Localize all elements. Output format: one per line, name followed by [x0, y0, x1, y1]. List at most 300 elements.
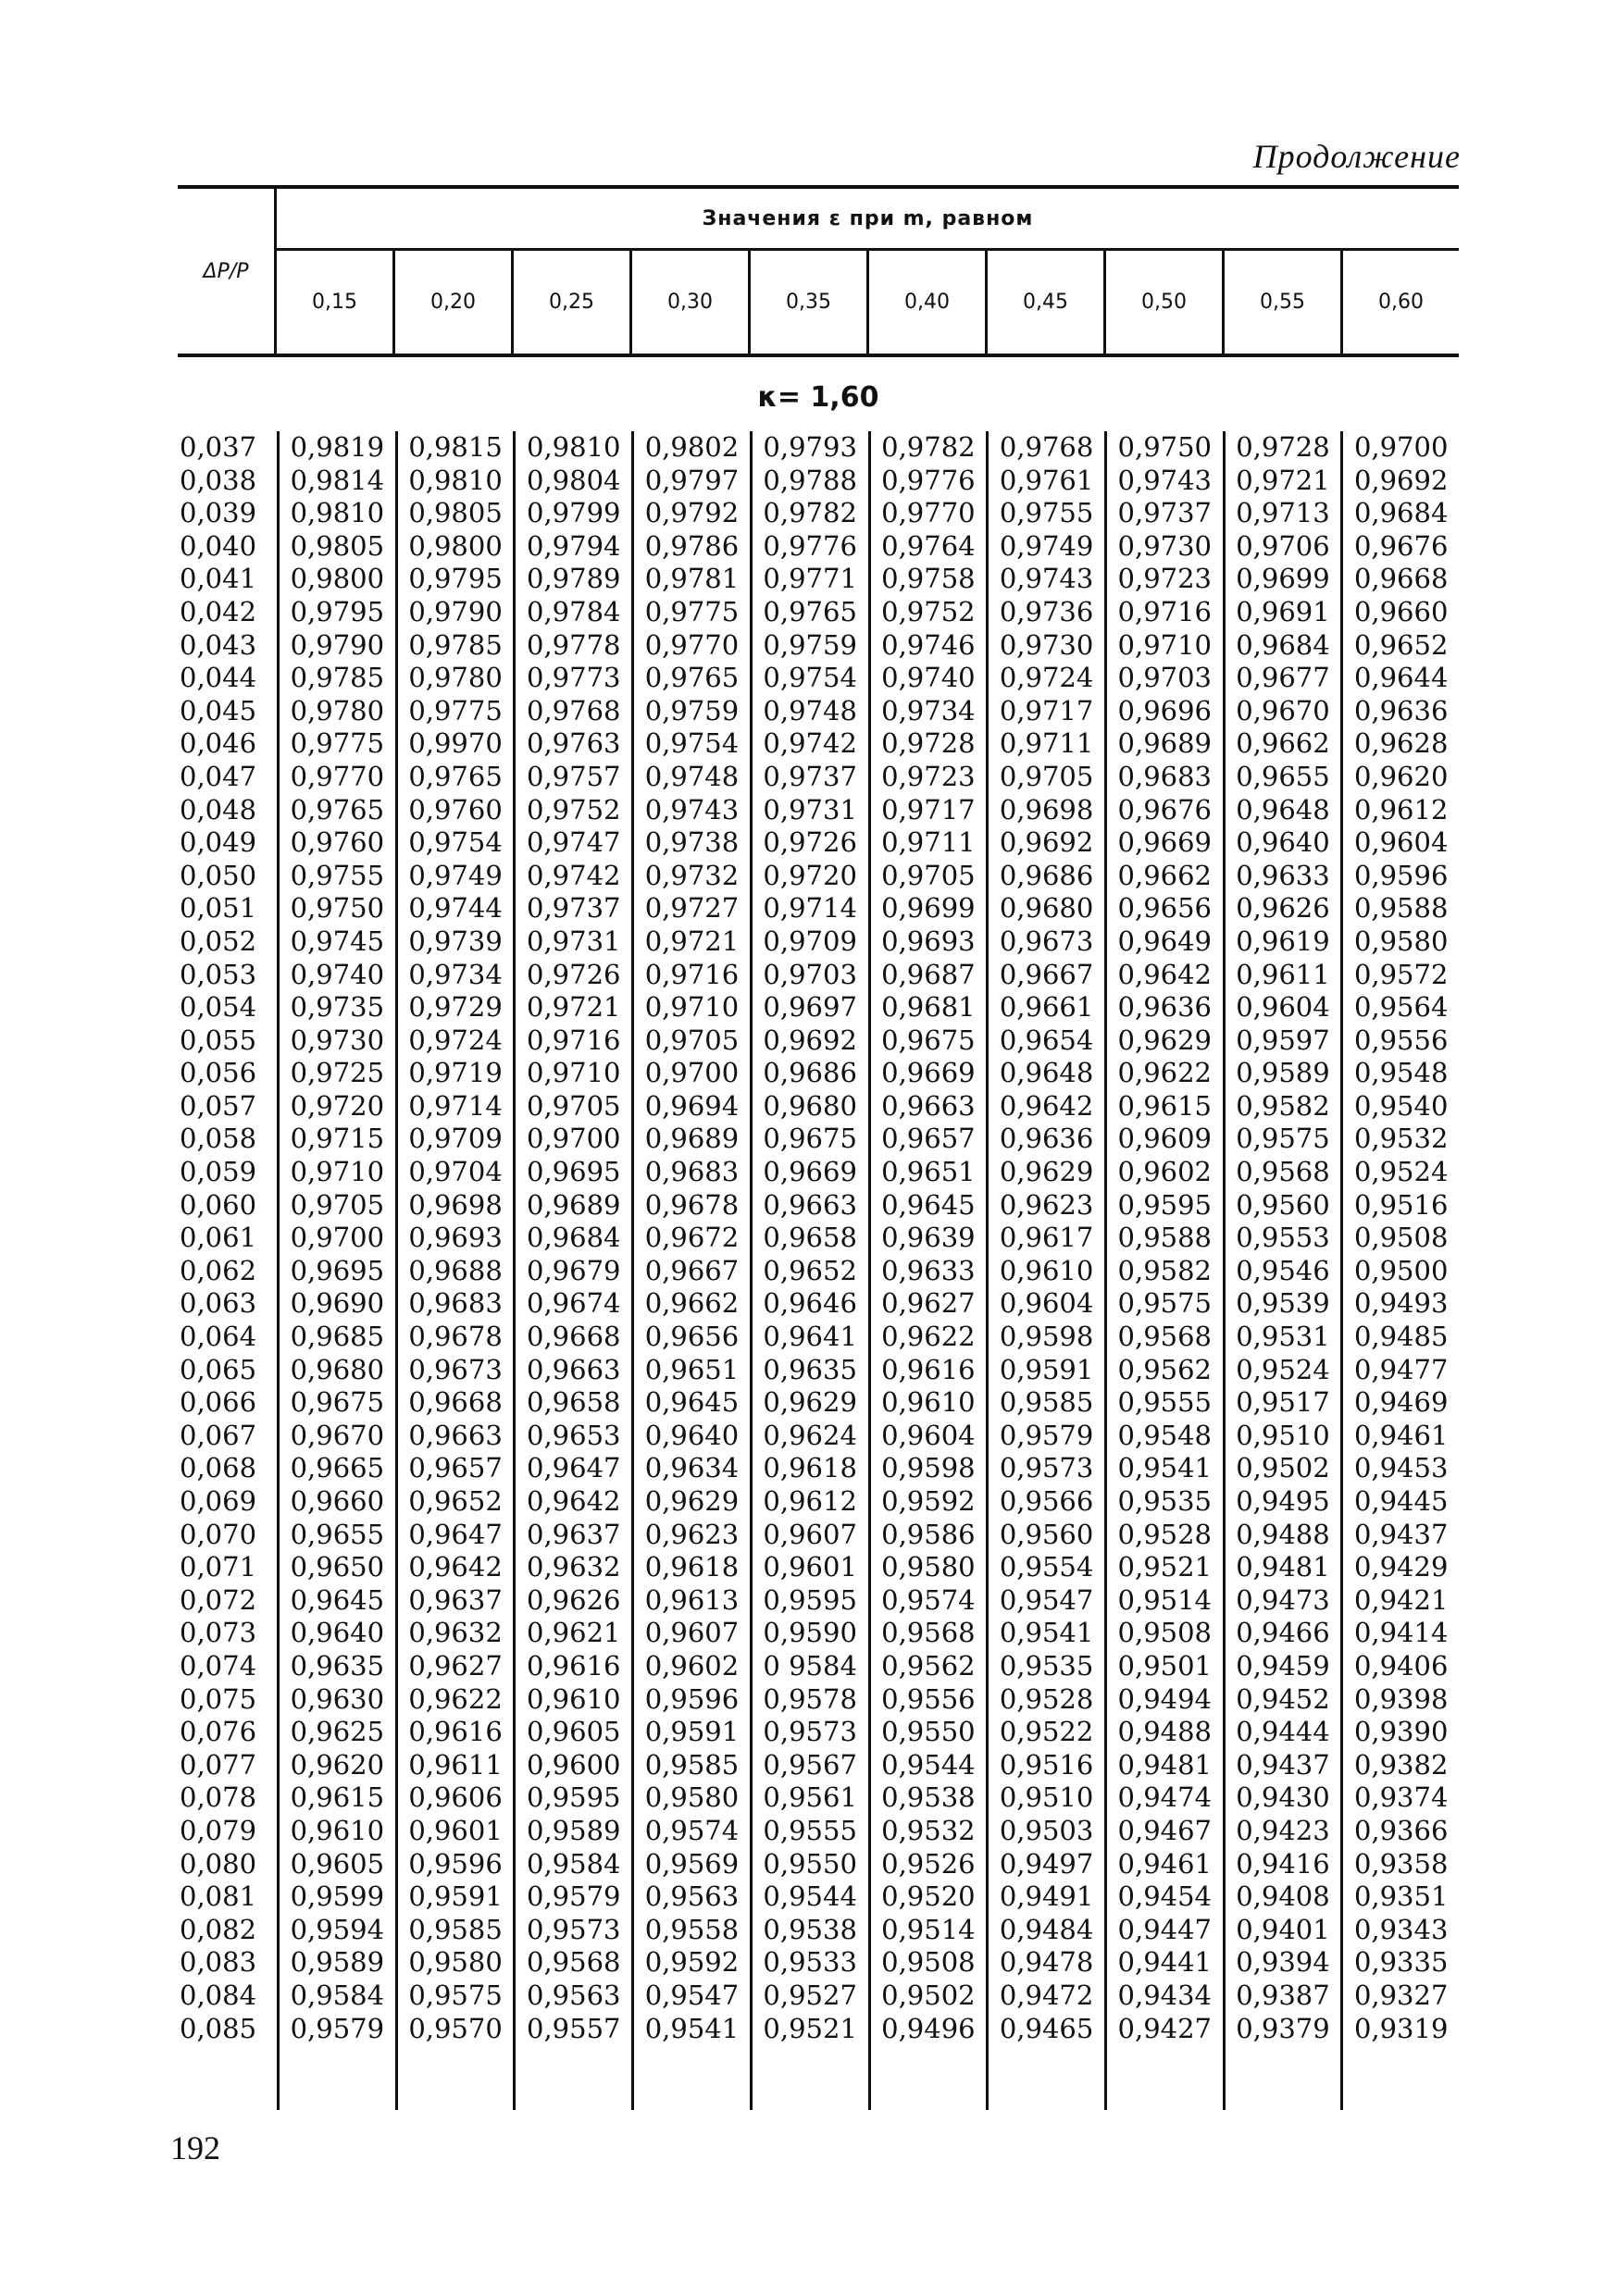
epsilon-cell: 0,9800	[395, 530, 514, 564]
epsilon-cell: 0,9578	[750, 1683, 868, 1717]
epsilon-cell: 0,9473	[1223, 1584, 1341, 1618]
epsilon-cell: 0,9628	[1340, 727, 1459, 761]
epsilon-cell: 0,9592	[868, 1485, 987, 1519]
epsilon-cell: 0,9640	[1223, 826, 1341, 860]
epsilon-cell: 0,9427	[1104, 2013, 1223, 2046]
dp-cell: 0,046	[180, 727, 257, 760]
epsilon-cell: 0,9604	[986, 1287, 1104, 1321]
dp-cell: 0,041	[180, 563, 257, 595]
epsilon-cell: 0,9452	[1223, 1683, 1341, 1717]
epsilon-cell: 0,9669	[868, 1057, 987, 1090]
epsilon-cell: 0,9601	[395, 1815, 514, 1848]
epsilon-cell: 0,9710	[277, 1156, 395, 1189]
m-header-cell: 0,15	[312, 291, 357, 314]
table-row	[178, 1946, 1459, 1980]
epsilon-cell: 0,9548	[1104, 1420, 1223, 1453]
epsilon-cell: 0,9629	[1104, 1024, 1223, 1058]
epsilon-cell: 0,9698	[395, 1189, 514, 1222]
epsilon-cell: 0,9755	[986, 497, 1104, 530]
epsilon-cell: 0,9516	[986, 1749, 1104, 1782]
dp-cell: 0,060	[180, 1188, 257, 1221]
epsilon-cell: 0,9711	[868, 826, 987, 860]
epsilon-cell: 0,9684	[1223, 629, 1341, 663]
epsilon-cell: 0,9585	[631, 1749, 750, 1782]
epsilon-cell: 0,9574	[631, 1815, 750, 1848]
epsilon-cell: 0,9625	[277, 1716, 395, 1749]
epsilon-cell: 0,9624	[750, 1420, 868, 1453]
epsilon-cell: 0,9619	[1223, 925, 1341, 959]
epsilon-cell: 0,9744	[395, 892, 514, 925]
epsilon-cell: 0,9602	[631, 1650, 750, 1683]
dp-cell: 0,081	[180, 1880, 257, 1913]
epsilon-cell: 0,9757	[513, 761, 631, 794]
epsilon-cell: 0,9572	[1340, 959, 1459, 992]
epsilon-cell: 0,9746	[868, 629, 987, 663]
epsilon-cell: 0,9737	[1104, 497, 1223, 530]
dp-cell: 0,084	[180, 1979, 257, 2011]
epsilon-cell: 0,9786	[631, 530, 750, 564]
dp-cell: 0,059	[180, 1156, 257, 1188]
epsilon-cell: 0,9663	[750, 1189, 868, 1222]
epsilon-cell: 0,9692	[750, 1024, 868, 1058]
epsilon-cell: 0,9598	[868, 1452, 987, 1485]
dp-cell: 0,040	[180, 529, 257, 562]
epsilon-cell: 0,9554	[986, 1551, 1104, 1584]
epsilon-cell: 0,9716	[1104, 596, 1223, 629]
dp-cell: 0,070	[180, 1518, 257, 1550]
epsilon-cell: 0,9676	[1104, 794, 1223, 827]
dp-cell: 0,038	[180, 464, 257, 496]
table-row	[178, 1156, 1459, 1189]
epsilon-cell: 0,9667	[986, 959, 1104, 992]
epsilon-cell: 0,9724	[986, 662, 1104, 695]
epsilon-cell: 0,9657	[395, 1452, 514, 1485]
epsilon-cell: 0,9735	[277, 991, 395, 1024]
epsilon-cell: 0,9527	[750, 1980, 868, 2013]
epsilon-cell: 0,9563	[513, 1980, 631, 2013]
epsilon-cell: 0,9408	[1223, 1880, 1341, 1914]
epsilon-cell: 0,9785	[395, 629, 514, 663]
epsilon-cell: 0,9725	[277, 1057, 395, 1090]
epsilon-cell: 0,9447	[1104, 1914, 1223, 1947]
epsilon-cell: 0,9469	[1340, 1386, 1459, 1420]
epsilon-cell: 0,9705	[631, 1024, 750, 1058]
epsilon-cell: 0,9728	[868, 727, 987, 761]
epsilon-cell: 0,9680	[986, 892, 1104, 925]
epsilon-cell: 0,9579	[986, 1420, 1104, 1453]
epsilon-cell: 0,9613	[631, 1584, 750, 1618]
epsilon-cell: 0,9641	[750, 1321, 868, 1354]
epsilon-cell: 0,9568	[513, 1946, 631, 1980]
table-row	[178, 1716, 1459, 1749]
epsilon-cell: 0,9416	[1223, 1848, 1341, 1881]
epsilon-cell: 0,9742	[750, 727, 868, 761]
epsilon-cell: 0,9556	[868, 1683, 987, 1717]
epsilon-cell: 0,9750	[277, 892, 395, 925]
epsilon-cell: 0,9805	[395, 497, 514, 530]
epsilon-cell: 0,9616	[395, 1716, 514, 1749]
dp-cell: 0,067	[180, 1419, 257, 1451]
table-row	[178, 629, 1459, 663]
epsilon-cell: 0,9748	[631, 761, 750, 794]
table-row	[178, 695, 1459, 728]
epsilon-cell: 0,9620	[277, 1749, 395, 1782]
epsilon-cell: 0,9719	[395, 1057, 514, 1090]
m-header-cell: 0,55	[1222, 251, 1340, 354]
epsilon-cell: 0,9629	[750, 1386, 868, 1420]
epsilon-cell: 0,9750	[1104, 431, 1223, 465]
epsilon-cell: 0,9398	[1340, 1683, 1459, 1717]
epsilon-cell: 0,9546	[1223, 1255, 1341, 1288]
epsilon-cell: 0,9693	[868, 925, 987, 959]
epsilon-cell: 0,9694	[631, 1090, 750, 1123]
epsilon-cell: 0,9754	[750, 662, 868, 695]
epsilon-cell: 0,9503	[986, 1815, 1104, 1848]
epsilon-cell: 0,9600	[513, 1749, 631, 1782]
epsilon-cell: 0,9626	[1223, 892, 1341, 925]
epsilon-cell: 0,9665	[277, 1452, 395, 1485]
epsilon-cell: 0,9563	[631, 1880, 750, 1914]
epsilon-cell: 0,9610	[277, 1815, 395, 1848]
epsilon-cell: 0,9622	[395, 1683, 514, 1717]
epsilon-cell: 0,9651	[631, 1354, 750, 1387]
epsilon-cell: 0,9481	[1223, 1551, 1341, 1584]
epsilon-cell: 0,9580	[395, 1946, 514, 1980]
epsilon-cell: 0,9754	[395, 826, 514, 860]
epsilon-cell: 0,9795	[277, 596, 395, 629]
epsilon-cell: 0,9754	[631, 727, 750, 761]
epsilon-cell: 0,9575	[395, 1980, 514, 2013]
epsilon-cell: 0,9555	[1104, 1386, 1223, 1420]
epsilon-cell: 0,9548	[1340, 1057, 1459, 1090]
epsilon-cell: 0,9586	[868, 1519, 987, 1552]
epsilon-cell: 0,9459	[1223, 1650, 1341, 1683]
dp-cell: 0,039	[180, 497, 257, 529]
epsilon-cell: 0,9615	[277, 1781, 395, 1815]
dp-cell: 0,082	[180, 1913, 257, 1945]
table-row	[178, 1123, 1459, 1156]
epsilon-cell: 0,9514	[1104, 1584, 1223, 1618]
epsilon-cell: 0,9685	[277, 1321, 395, 1354]
epsilon-cell: 0,9815	[395, 431, 514, 465]
dp-cell: 0,074	[180, 1649, 257, 1682]
epsilon-cell: 0,9539	[1223, 1287, 1341, 1321]
epsilon-table	[178, 185, 1459, 2110]
epsilon-cell: 0,9580	[868, 1551, 987, 1584]
dp-cell: 0,063	[180, 1287, 257, 1320]
epsilon-cell: 0,9765	[631, 662, 750, 695]
epsilon-cell: 0,9760	[277, 826, 395, 860]
dp-cell: 0,083	[180, 1946, 257, 1979]
epsilon-cell: 0,9541	[631, 2013, 750, 2046]
epsilon-cell: 0,9734	[395, 959, 514, 992]
epsilon-cell: 0,9759	[750, 629, 868, 663]
epsilon-cell: 0,9618	[631, 1551, 750, 1584]
epsilon-cell: 0,9531	[1223, 1321, 1341, 1354]
epsilon-cell: 0,9732	[631, 860, 750, 893]
table-row	[178, 1584, 1459, 1618]
epsilon-cell: 0,9721	[1223, 465, 1341, 498]
epsilon-cell: 0,9737	[513, 892, 631, 925]
epsilon-cell: 0,9717	[986, 695, 1104, 728]
epsilon-cell: 0,9579	[277, 2013, 395, 2046]
m-header-cell: 0,45	[985, 251, 1103, 354]
epsilon-cell: 0,9688	[395, 1255, 514, 1288]
epsilon-cell: 0,9591	[986, 1354, 1104, 1387]
epsilon-cell: 0,9477	[1340, 1354, 1459, 1387]
epsilon-cell: 0,9528	[986, 1683, 1104, 1717]
epsilon-cell: 0,9657	[868, 1123, 987, 1156]
epsilon-cell: 0,9430	[1223, 1781, 1341, 1815]
epsilon-cell: 0,9793	[750, 431, 868, 465]
epsilon-cell: 0,9716	[631, 959, 750, 992]
epsilon-cell: 0,9594	[277, 1914, 395, 1947]
epsilon-cell: 0,9726	[750, 826, 868, 860]
epsilon-cell: 0,9423	[1223, 1815, 1341, 1848]
epsilon-cell: 0,9541	[1104, 1452, 1223, 1485]
epsilon-cell: 0,9555	[750, 1815, 868, 1848]
epsilon-cell: 0,9661	[986, 991, 1104, 1024]
epsilon-cell: 0,9612	[1340, 794, 1459, 827]
table-row	[178, 1321, 1459, 1354]
epsilon-cell: 0,9748	[750, 695, 868, 728]
epsilon-cell: 0,9713	[1223, 497, 1341, 530]
epsilon-cell: 0,9734	[868, 695, 987, 728]
epsilon-cell: 0,9730	[986, 629, 1104, 663]
epsilon-cell: 0,9749	[986, 530, 1104, 564]
dp-cell: 0,050	[180, 859, 257, 891]
epsilon-cell: 0,9652	[395, 1485, 514, 1519]
epsilon-cell: 0,9508	[1340, 1222, 1459, 1255]
epsilon-cell: 0,9599	[277, 1880, 395, 1914]
epsilon-cell: 0,9510	[1223, 1420, 1341, 1453]
tail-cell	[868, 2045, 987, 2110]
epsilon-cell: 0,9739	[395, 925, 514, 959]
epsilon-cell: 0,9589	[513, 1815, 631, 1848]
epsilon-cell: 0,9580	[1340, 925, 1459, 959]
epsilon-cell: 0,9621	[513, 1617, 631, 1650]
epsilon-cell: 0,9782	[750, 497, 868, 530]
m-header-cell: 0,40	[866, 251, 985, 354]
epsilon-cell: 0,9495	[1223, 1485, 1341, 1519]
epsilon-cell: 0,9573	[513, 1914, 631, 1947]
table-row	[178, 1386, 1459, 1420]
epsilon-cell: 0,9567	[750, 1749, 868, 1782]
table-row	[178, 1880, 1459, 1914]
epsilon-cell: 0,9652	[750, 1255, 868, 1288]
epsilon-cell: 0,9776	[750, 530, 868, 564]
epsilon-cell: 0,9533	[750, 1946, 868, 1980]
epsilon-cell: 0,9721	[513, 991, 631, 1024]
epsilon-cell: 0,9611	[395, 1749, 514, 1782]
epsilon-cell: 0,9804	[513, 465, 631, 498]
epsilon-cell: 0,9676	[1340, 530, 1459, 564]
epsilon-cell: 0,9720	[277, 1090, 395, 1123]
epsilon-cell: 0,9466	[1223, 1617, 1341, 1650]
epsilon-cell: 0,9591	[631, 1716, 750, 1749]
epsilon-cell: 0,9639	[868, 1222, 987, 1255]
table-row	[178, 1024, 1459, 1058]
epsilon-cell: 0,9585	[986, 1386, 1104, 1420]
epsilon-cell: 0,9683	[395, 1287, 514, 1321]
epsilon-cell: 0,9636	[986, 1123, 1104, 1156]
epsilon-cell: 0,9635	[750, 1354, 868, 1387]
epsilon-cell: 0,9633	[1223, 860, 1341, 893]
dp-cell: 0,044	[180, 662, 257, 694]
epsilon-cell: 0,9629	[986, 1156, 1104, 1189]
epsilon-cell: 0,9788	[750, 465, 868, 498]
epsilon-cell: 0,9721	[631, 925, 750, 959]
epsilon-cell: 0,9755	[277, 860, 395, 893]
epsilon-cell: 0,9649	[1104, 925, 1223, 959]
epsilon-cell: 0,9663	[868, 1090, 987, 1123]
epsilon-cell: 0,9731	[750, 794, 868, 827]
dp-cell: 0,079	[180, 1814, 257, 1846]
dp-cell: 0,043	[180, 628, 257, 661]
epsilon-cell: 0,9538	[868, 1781, 987, 1815]
dp-cell: 0,053	[180, 958, 257, 990]
epsilon-cell: 0,9623	[986, 1189, 1104, 1222]
epsilon-cell: 0,9669	[1104, 826, 1223, 860]
epsilon-cell: 0,9556	[1340, 1024, 1459, 1058]
table-row	[178, 1057, 1459, 1090]
table-row	[178, 465, 1459, 498]
table-row	[178, 1650, 1459, 1683]
table-row	[178, 497, 1459, 530]
epsilon-cell: 0,9775	[277, 727, 395, 761]
epsilon-cell: 0,9652	[1340, 629, 1459, 663]
page-number: 192	[170, 2129, 220, 2166]
dp-cell: 0,080	[180, 1847, 257, 1880]
epsilon-cell: 0,9374	[1340, 1781, 1459, 1815]
epsilon-cell: 0,9636	[1340, 695, 1459, 728]
epsilon-cell: 0,9723	[1104, 563, 1223, 596]
epsilon-cell: 0,9669	[750, 1156, 868, 1189]
dp-cell: 0,064	[180, 1321, 257, 1353]
epsilon-cell: 0,9686	[750, 1057, 868, 1090]
epsilon-cell: 0,9647	[513, 1452, 631, 1485]
epsilon-cell: 0,9658	[513, 1386, 631, 1420]
table-row	[178, 1452, 1459, 1485]
epsilon-cell: 0,9568	[1223, 1156, 1341, 1189]
epsilon-cell: 0,9500	[1340, 1255, 1459, 1288]
epsilon-cell: 0,9562	[868, 1650, 987, 1683]
epsilon-cell: 0,9585	[395, 1914, 514, 1947]
epsilon-cell: 0,9596	[395, 1848, 514, 1881]
epsilon-cell: 0,9465	[986, 2013, 1104, 2046]
epsilon-cell: 0,9810	[513, 431, 631, 465]
m-header-cell: 0,25	[511, 251, 629, 354]
dp-cell: 0,037	[180, 431, 257, 463]
dp-cell: 0,078	[180, 1781, 257, 1814]
epsilon-cell: 0,9651	[868, 1156, 987, 1189]
epsilon-cell: 0,9493	[1340, 1287, 1459, 1321]
epsilon-cell: 0,9745	[277, 925, 395, 959]
epsilon-cell: 0,9660	[277, 1485, 395, 1519]
epsilon-cell: 0,9633	[868, 1255, 987, 1288]
table-row	[178, 925, 1459, 959]
epsilon-cell: 0,9810	[395, 465, 514, 498]
epsilon-cell: 0,9609	[1104, 1123, 1223, 1156]
epsilon-cell: 0 9584	[750, 1650, 868, 1683]
epsilon-cell: 0,9629	[631, 1485, 750, 1519]
epsilon-cell: 0,9461	[1340, 1420, 1459, 1453]
epsilon-cell: 0,9706	[1223, 530, 1341, 564]
epsilon-cell: 0,9532	[1340, 1123, 1459, 1156]
table-row	[178, 1683, 1459, 1717]
epsilon-cell: 0,9778	[513, 629, 631, 663]
epsilon-cell: 0,9699	[868, 892, 987, 925]
epsilon-cell: 0,9680	[277, 1354, 395, 1387]
epsilon-cell: 0,9663	[395, 1420, 514, 1453]
epsilon-cell: 0,9780	[395, 662, 514, 695]
epsilon-cell: 0,9616	[513, 1650, 631, 1683]
epsilon-cell: 0,9601	[750, 1551, 868, 1584]
epsilon-cell: 0,9517	[1223, 1386, 1341, 1420]
epsilon-cell: 0,9387	[1223, 1980, 1341, 2013]
dp-cell: 0,047	[180, 760, 257, 792]
epsilon-cell: 0,9595	[513, 1781, 631, 1815]
epsilon-cell: 0,9610	[513, 1683, 631, 1717]
epsilon-cell: 0,9478	[986, 1946, 1104, 1980]
epsilon-cell: 0,9768	[986, 431, 1104, 465]
tail-cell	[986, 2045, 1104, 2110]
table-row	[178, 1749, 1459, 1782]
table-row	[178, 1222, 1459, 1255]
tail-cell	[513, 2045, 631, 2110]
epsilon-cell: 0,9604	[868, 1420, 987, 1453]
m-header-cell: 0,35	[748, 251, 866, 354]
epsilon-cell: 0,9770	[631, 629, 750, 663]
dp-cell: 0,068	[180, 1452, 257, 1484]
dp-cell: 0,075	[180, 1682, 257, 1715]
epsilon-cell: 0,9521	[1104, 1551, 1223, 1584]
epsilon-cell: 0,9644	[1340, 662, 1459, 695]
epsilon-cell: 0,9776	[868, 465, 987, 498]
epsilon-cell: 0,9575	[1223, 1123, 1341, 1156]
epsilon-cell: 0,9677	[1223, 662, 1341, 695]
epsilon-cell: 0,9758	[868, 563, 987, 596]
epsilon-cell: 0,9421	[1340, 1584, 1459, 1618]
table-row	[178, 1485, 1459, 1519]
epsilon-cell: 0,9481	[1104, 1749, 1223, 1782]
table-row	[178, 662, 1459, 695]
epsilon-cell: 0,9642	[1104, 959, 1223, 992]
epsilon-cell: 0,9727	[631, 892, 750, 925]
dp-cell: 0,054	[180, 991, 257, 1024]
epsilon-cell: 0,9538	[750, 1914, 868, 1947]
epsilon-cell: 0,9611	[1223, 959, 1341, 992]
epsilon-cell: 0,9535	[1104, 1485, 1223, 1519]
epsilon-cell: 0,9645	[277, 1584, 395, 1618]
epsilon-cell: 0,9646	[750, 1287, 868, 1321]
epsilon-cell: 0,9640	[631, 1420, 750, 1453]
table-row	[178, 596, 1459, 629]
dp-cell: 0,071	[180, 1551, 257, 1583]
tail-cell	[1340, 2045, 1459, 2110]
epsilon-cell: 0,9561	[750, 1781, 868, 1815]
epsilon-cell: 0,9759	[631, 695, 750, 728]
epsilon-cell: 0,9622	[868, 1321, 987, 1354]
epsilon-cell: 0,9684	[1340, 497, 1459, 530]
epsilon-cell: 0,9763	[513, 727, 631, 761]
epsilon-cell: 0,9705	[277, 1189, 395, 1222]
epsilon-cell: 0,9678	[395, 1321, 514, 1354]
epsilon-cell: 0,9780	[277, 695, 395, 728]
epsilon-cell: 0,9715	[277, 1123, 395, 1156]
dp-cell: 0,052	[180, 925, 257, 957]
table-row	[178, 1815, 1459, 1848]
